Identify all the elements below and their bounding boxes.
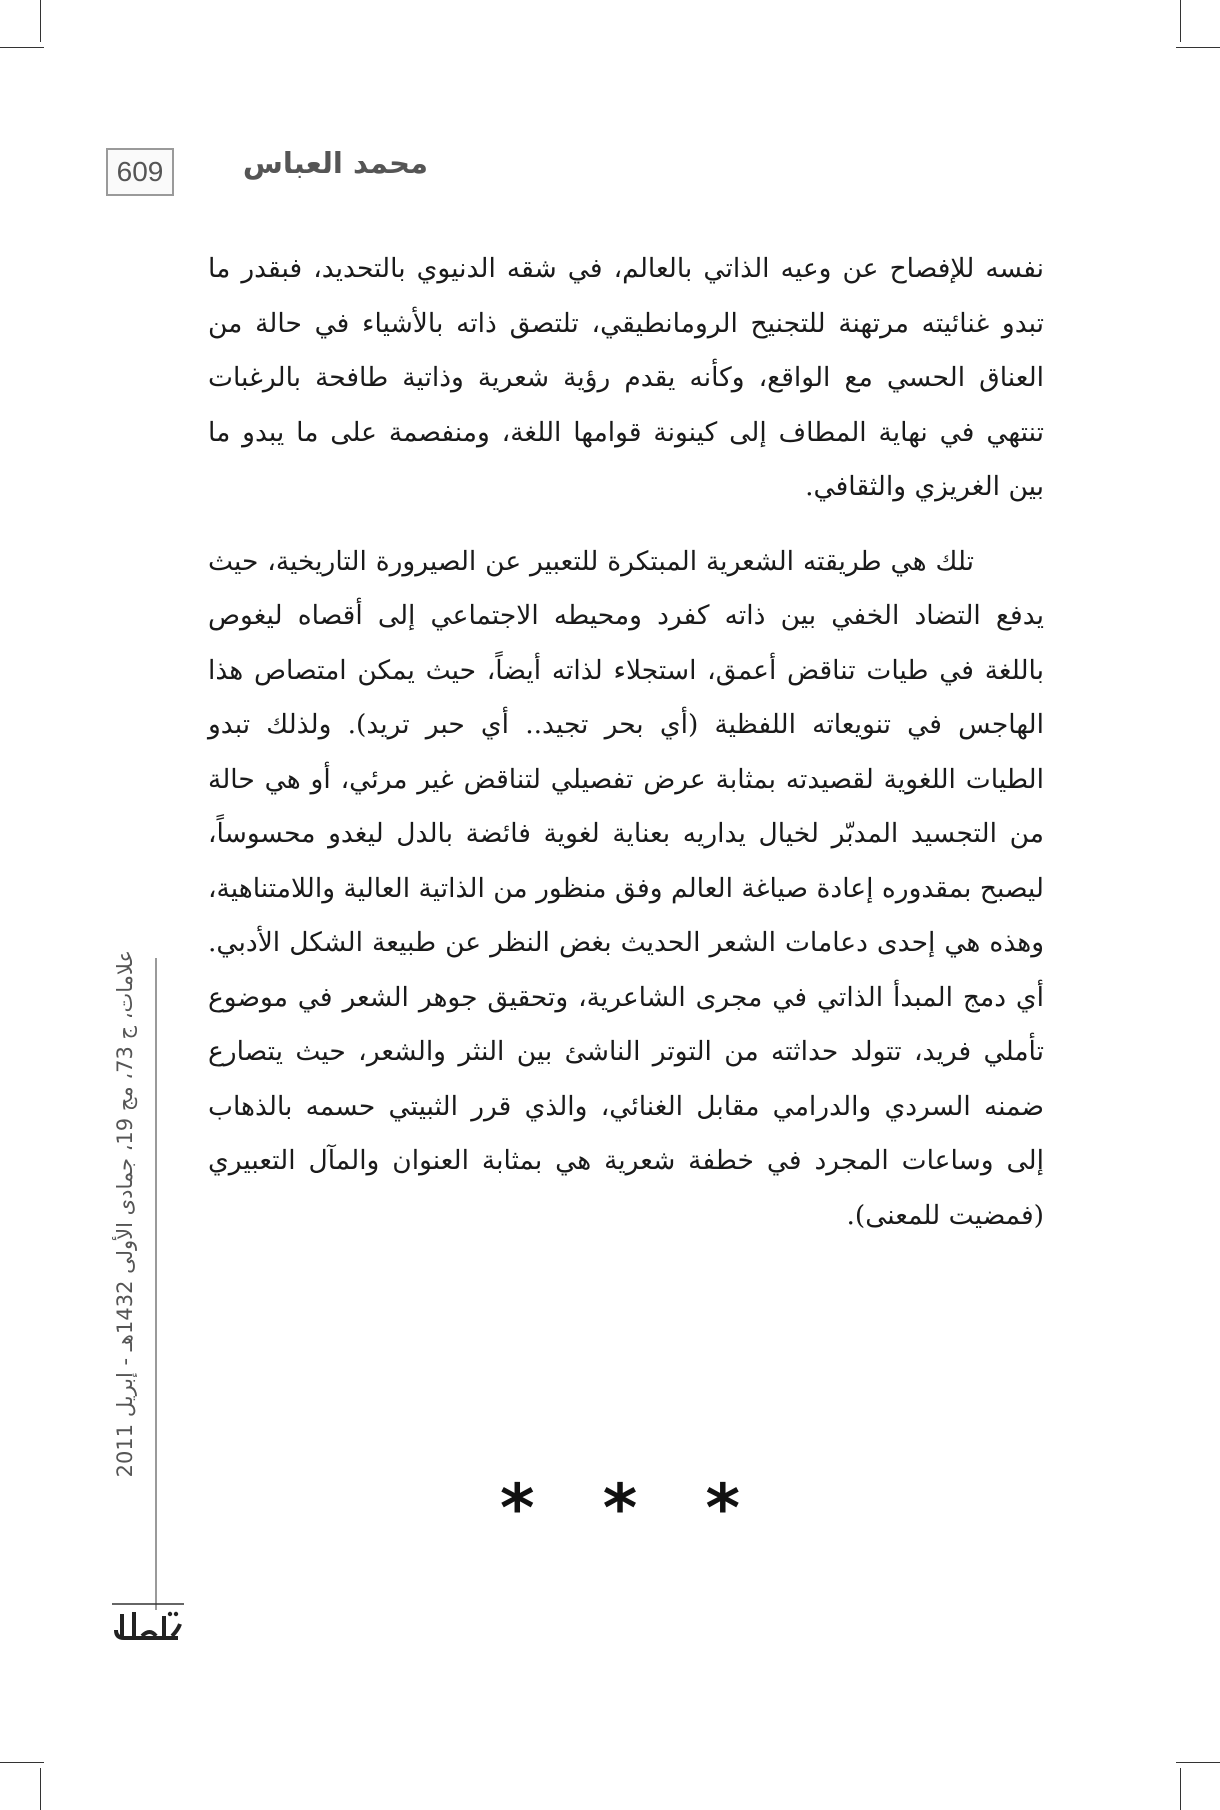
crop-mark: [1176, 47, 1220, 48]
crop-mark: [40, 1768, 41, 1810]
crop-mark: [40, 0, 41, 42]
crop-mark: [0, 1762, 44, 1763]
crop-mark: [1176, 1762, 1220, 1763]
journal-issue-text: علامات، ج 73، مج 19، جمادى الأولى 1432هـ - إبريل 2011: [113, 950, 137, 1478]
crop-mark: [1180, 1768, 1181, 1810]
article-body: [208, 242, 1044, 1243]
page-number: 609: [106, 148, 174, 196]
crop-mark: [1180, 0, 1181, 42]
paragraph: تلك هي طريقته الشعرية المبتكرة للتعبير عن الصيرورة التاريخية، حيث يدفع التضاد الخفي بين ذاته كفرد ومحيطه الاجتماعي إلى أقصاه ليغوص باللغة في طيات تناقض أعمق، استجلاء لذاته أيضاً، حيث يمكن امتصاص هذا الهاجس في تنويعاته اللفظية (أي بحر تجيد.. أي حبر تريد). ولذلك تبدو الطيات اللغوية لقصيدته بمثابة عرض تفصيلي لتناقض غير مرئي، أو هي حالة من التجسيد المدبّر لخيال يداريه بعناية لغوية فائضة بالدل ليغدو محسوساً، ليصبح بمقدوره إعادة صياغة العالم وفق منظور من الذاتية العالية واللامتناهية، وهذه هي إحدى دعامات الشعر الحديث بغض النظر عن طبيعة الشكل الأدبي. أي دمج المبدأ الذاتي في مجرى الشاعرية، وتحقيق جوهر الشعر في موضوع تأملي فريد، تتولد حداثته من التوتر الناشئ بين النثر والشعر، حيث يتصارع ضمنه السردي والدرامي مقابل الغنائي، والذي قرر الثبيتي حسمه بالذهاب إلى وساعات المجرد في خطفة شعرية هي بمثابة العنوان والمآل التعبيري (فمضيت للمعنى).: [208, 545, 1044, 1231]
journal-logo: [108, 1600, 188, 1644]
paragraph: نفسه للإفصاح عن وعيه الذاتي بالعالم، في شقه الدنيوي بالتحديد، فبقدر ما تبدو غنائيته مرتهنة للتجنيح الرومانطيقي، تلتصق ذاته بالأشياء في حالة من العناق الحسي مع الواقع، وكأنه يقدم رؤية شعرية وذاتية طافحة بالرغبات تنتهي في نهاية المطاف إلى كينونة قوامها اللغة، ومنفصمة على ما يبدو ما بين الغريزي والثقافي.: [208, 253, 1044, 502]
separator-asterisk: *: [500, 1470, 535, 1547]
crop-mark: [0, 47, 44, 48]
side-divider: [155, 958, 157, 1610]
separator-asterisk: *: [602, 1470, 638, 1547]
section-separator: [500, 1470, 740, 1547]
separator-asterisk: *: [705, 1470, 740, 1547]
running-head-author: محمد العباس: [242, 146, 428, 180]
